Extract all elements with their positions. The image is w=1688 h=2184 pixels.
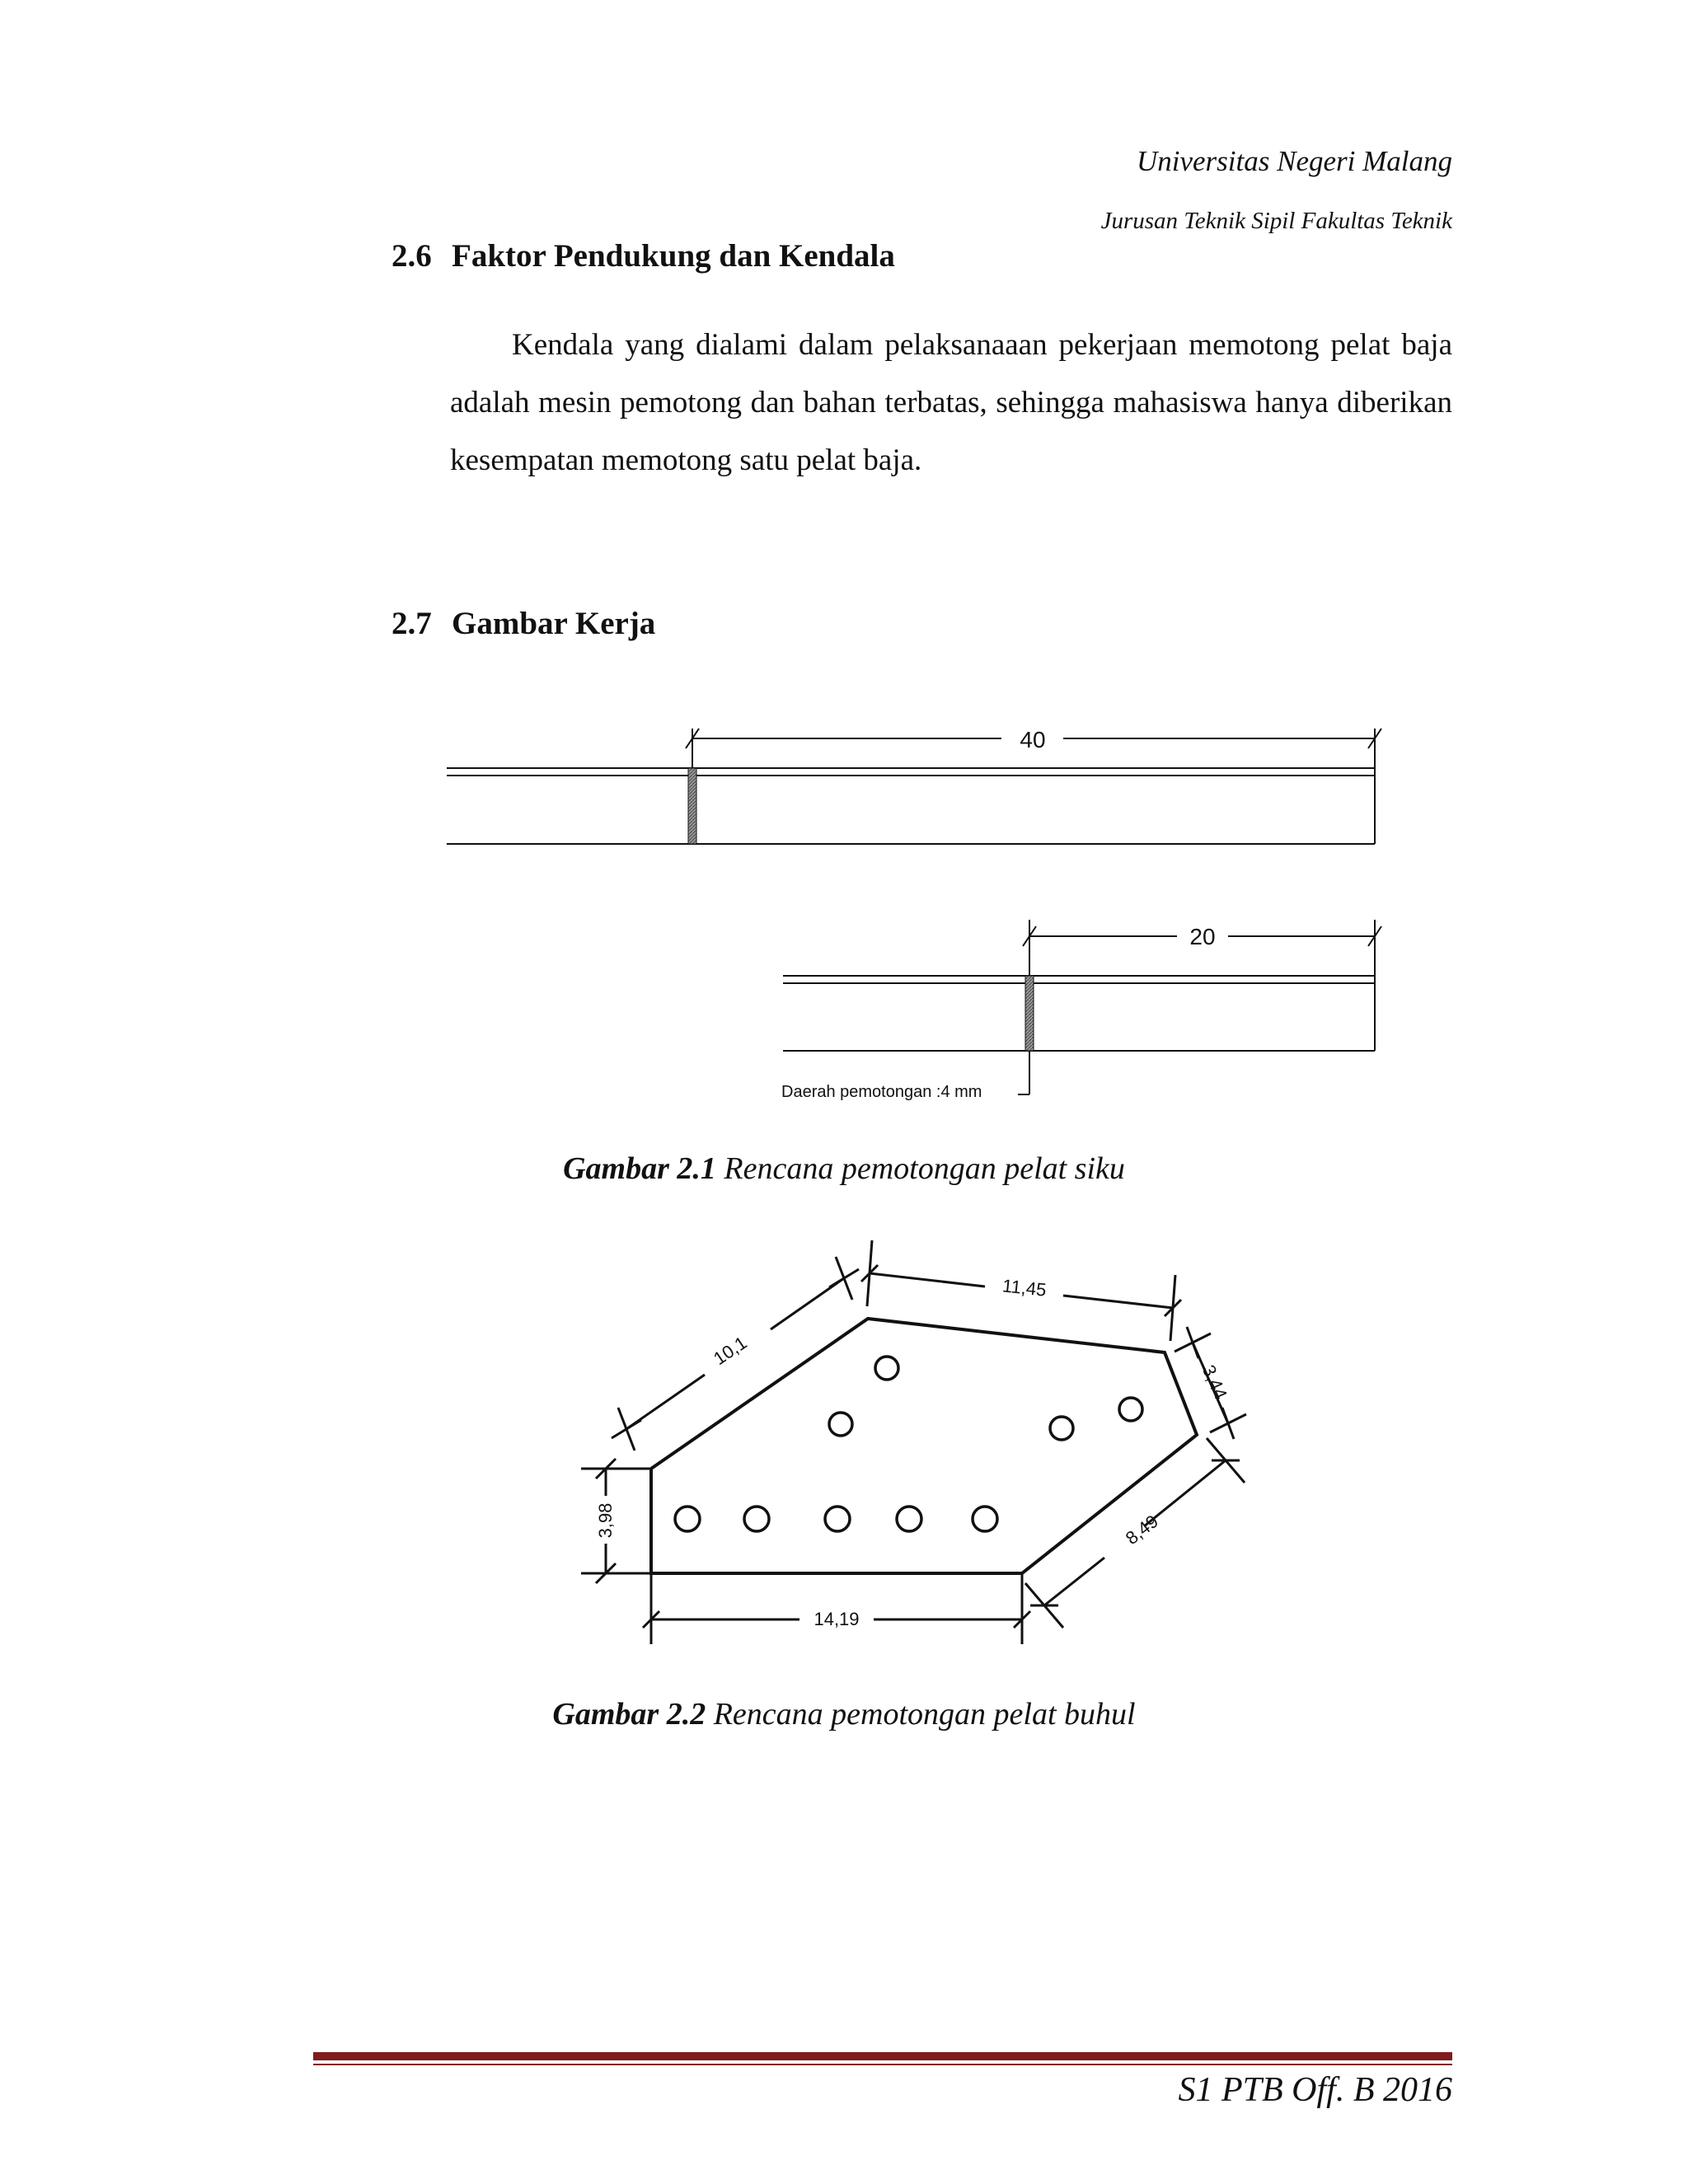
bolt-hole: [825, 1507, 850, 1531]
dimension-label-bottom: 14,19: [814, 1609, 860, 1629]
bolt-hole: [1119, 1398, 1142, 1421]
footer-rule-thin: [313, 2064, 1452, 2065]
footer-text: S1 PTB Off. B 2016: [1178, 2071, 1452, 2109]
gusset-dimension-lines: [581, 1240, 1246, 1644]
dimension-label-top: 11,45: [1001, 1275, 1048, 1301]
bolt-hole: [744, 1507, 769, 1531]
bolt-hole: [897, 1507, 921, 1531]
section-title: Gambar Kerja: [452, 606, 656, 641]
caption-label: Gambar 2.2: [552, 1697, 706, 1732]
figure-caption-2-2: [0, 1696, 1688, 1732]
dimension-label-top-left: 10,1: [710, 1332, 751, 1370]
cut-zone-note: Daerah pemotongan :4 mm: [781, 1083, 982, 1101]
section-number: 2.6: [392, 238, 432, 274]
bolt-hole: [973, 1507, 997, 1531]
bolt-holes: [675, 1357, 1142, 1531]
footer-rule: [313, 2052, 1452, 2060]
bolt-hole: [875, 1357, 898, 1380]
caption-text: Rencana pemotongan pelat siku: [715, 1151, 1125, 1186]
bolt-hole: [675, 1507, 700, 1531]
dimension-label-lower-right: 8,49: [1121, 1511, 1162, 1549]
header-university: Universitas Negeri Malang: [1136, 145, 1452, 177]
caption-text: Rencana pemotongan pelat buhul: [706, 1697, 1136, 1732]
dimension-label-20: 20: [1189, 924, 1216, 949]
dimension-label-40: 40: [1020, 727, 1046, 752]
dimension-label-right: 3,44: [1198, 1361, 1231, 1403]
bolt-hole: [1050, 1417, 1073, 1440]
caption-label: Gambar 2.1: [563, 1151, 716, 1186]
section-title: Faktor Pendukung dan Kendala: [452, 238, 895, 274]
bolt-hole: [829, 1413, 852, 1436]
header-department: Jurusan Teknik Sipil Fakultas Teknik: [1100, 208, 1452, 234]
dimension-label-left: 3,98: [595, 1502, 616, 1539]
section-number: 2.7: [392, 606, 432, 641]
body-paragraph: Kendala yang dialami dalam pelaksanaaan pekerjaan memotong pelat baja adalah mesin pemotong dan bahan terbatas, sehingga mahasiswa hanya diberikan kesempatan memotong satu pelat baja.: [450, 328, 1452, 477]
